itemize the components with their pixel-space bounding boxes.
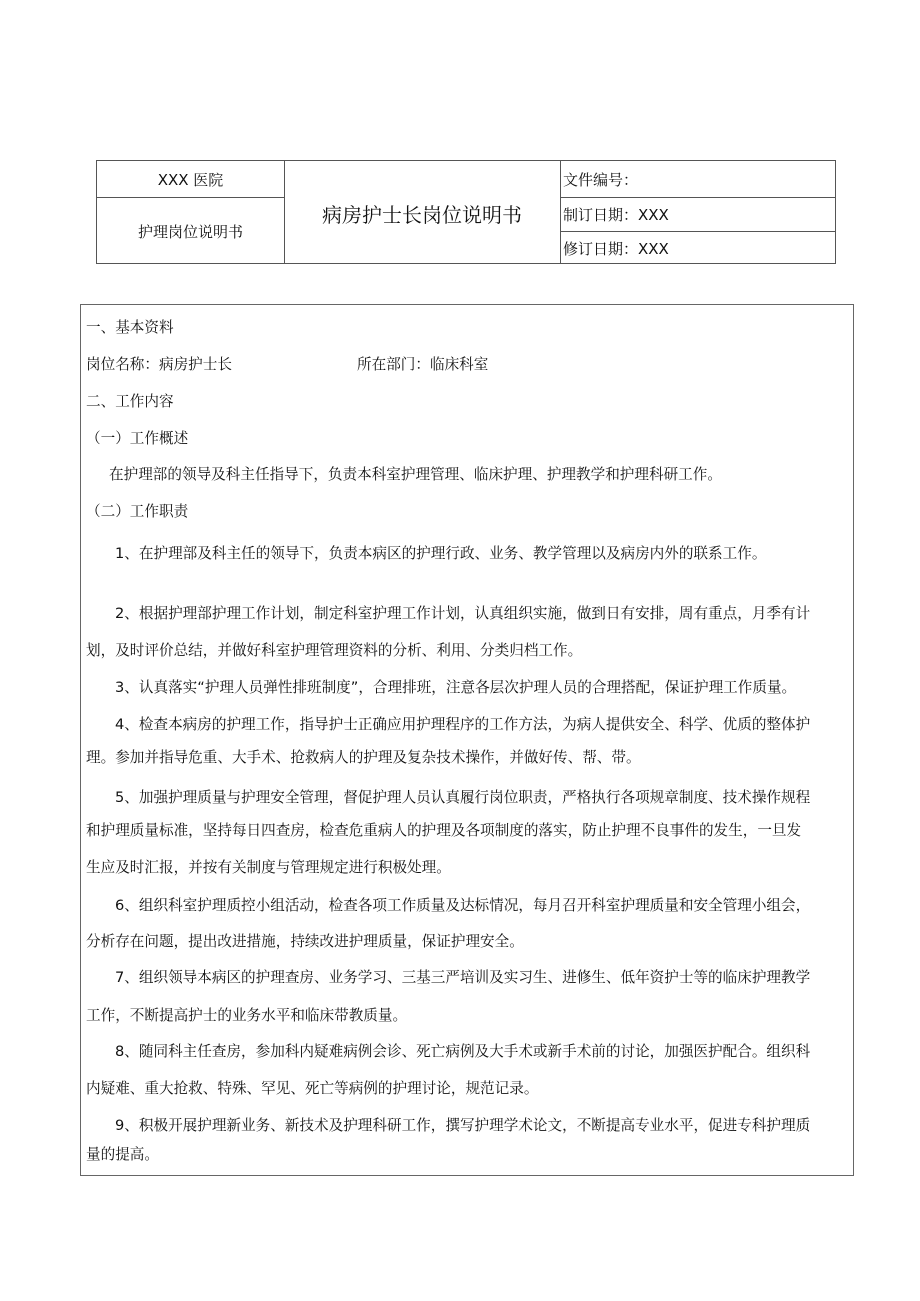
duty-line: 6、组织科室护理质控小组活动，检查各项工作质量及达标情况，每月召开科室护理质量和安全管理小组会， [115,897,811,914]
subsection-heading: （一）工作概述 [86,430,189,447]
content-box [80,304,854,1176]
duty-line: 量的提高。 [86,1146,159,1163]
duty-line: 划，及时评价总结，并做好科室护理管理资料的分析、利用、分类归档工作。 [86,642,583,659]
department: 所在部门：临床科室 [357,356,489,373]
duty-line: 2、根据护理部护理工作计划，制定科室护理工作计划，认真组织实施，做到日有安排，周有重点，月季有计 [115,605,811,622]
divider [560,161,561,263]
duty-line: 内疑难、重大抢救、特殊、罕见、死亡等病例的护理讨论，规范记录。 [86,1080,539,1097]
duty-line: 7、组织领导本病区的护理查房、业务学习、三基三严培训及实习生、进修生、低年资护士等的临床护理教学 [115,969,811,986]
doc-type: 护理岗位说明书 [137,222,243,241]
duty-line: 4、检查本病房的护理工作，指导护士正确应用护理程序的工作方法，为病人提供安全、科学、优质的整体护 [115,716,811,733]
duty-line: 和护理质量标准，坚持每日四查房，检查危重病人的护理及各项制度的落实，防止护理不良事件的发生，一旦发 [86,822,802,839]
duty-line: 5、加强护理质量与护理安全管理，督促护理人员认真履行岗位职责，严格执行各项规章制度、技术操作规程 [115,789,811,806]
duty-line: 分析存在问题，提出改进措施，持续改进护理质量，保证护理安全。 [86,933,524,950]
duty-line: 工作，不断提高护士的业务水平和临床带教质量。 [86,1007,408,1024]
duty-line: 3、认真落实“护理人员弹性排班制度”，合理排班，注意各层次护理人员的合理搭配，保证护理工作质量。 [115,679,797,696]
doc-number: 文件编号： [563,170,639,189]
doc-title: 病房护士长岗位说明书 [322,202,522,227]
duty-line: 8、随同科主任查房，参加科内疑难病例会诊、死亡病例及大手术或新手术前的讨论，加强医护配合。组织科 [115,1043,811,1060]
duty-line: 1、在护理部及科主任的领导下，负责本病区的护理行政、业务、教学管理以及病房内外的联系工作。 [115,545,767,562]
hospital-name: XXX 医院 [157,170,224,189]
section-heading: 二、工作内容 [86,393,174,410]
section-heading: 一、基本资料 [86,319,174,336]
duty-line: 理。参加并指导危重、大手术、抢救病人的护理及复杂技术操作，并做好传、帮、带。 [86,749,641,766]
revised-date: 修订日期：XXX [563,239,669,258]
made-date: 制订日期：XXX [563,205,669,224]
duty-line: 9、积极开展护理新业务、新技术及护理科研工作，撰写护理学术论文，不断提高专业水平，促进专科护理质 [115,1117,811,1134]
document-header-table [96,160,836,264]
subsection-heading: （二）工作职责 [86,503,189,520]
position-name: 岗位名称：病房护士长 [86,356,232,373]
overview-text: 在护理部的领导及科主任指导下，负责本科室护理管理、临床护理、护理教学和护理科研工作。 [109,466,722,483]
duty-line: 生应及时汇报，并按有关制度与管理规定进行积极处理。 [86,859,451,876]
